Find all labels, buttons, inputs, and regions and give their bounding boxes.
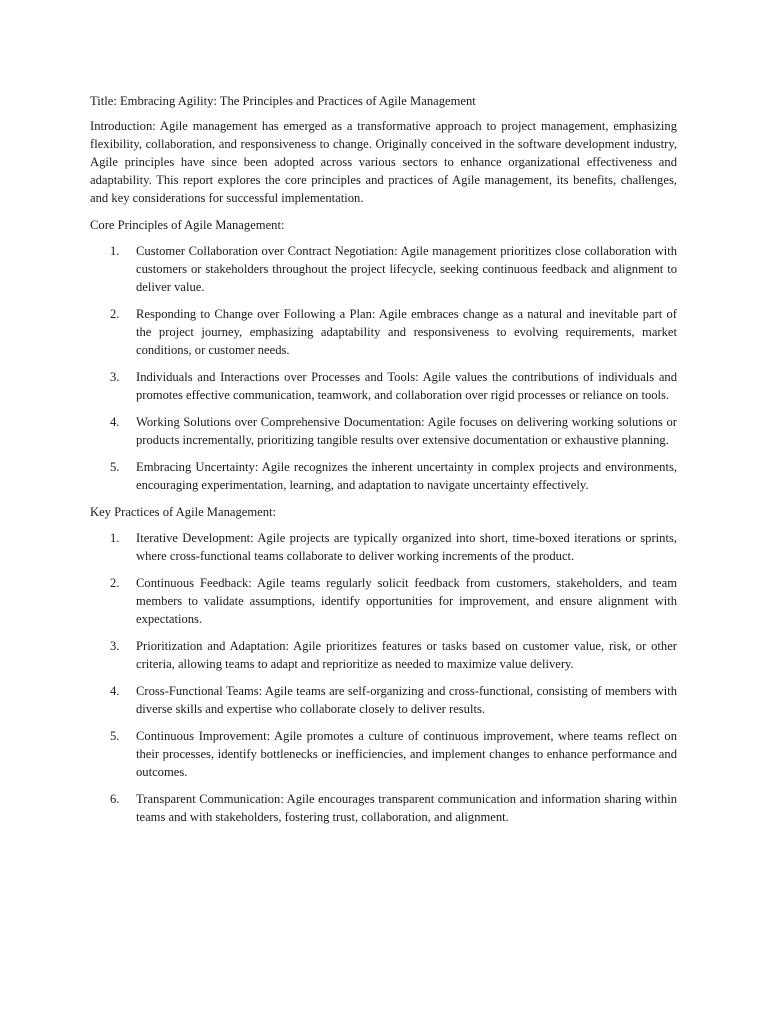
list-item — [90, 529, 677, 565]
list-number: 5. — [110, 460, 120, 474]
list-item — [90, 727, 677, 781]
list-item — [90, 637, 677, 673]
document-title: Title: Embracing Agility: The Principles and Practices of Agile Management — [90, 94, 476, 108]
list-item-text: Working Solutions over Comprehensive Documentation: Agile focuses on delivering working solutions or products incrementally, prioritizing tangible results over extensive documentation or exhaustive planning. — [136, 415, 677, 447]
core-principles-list — [90, 242, 677, 494]
introduction-paragraph: Introduction: Agile management has emerged as a transformative approach to project management, emphasizing flexibility, collaboration, and responsiveness to change. Originally conceived in the software development industry, Agile principles have since been adopted across various sectors to enhance organizational effectiveness and adaptability. This report explores the core principles and practices of Agile management, its benefits, challenges, and key considerations for successful implementation. — [90, 119, 677, 205]
list-number: 3. — [110, 370, 120, 384]
list-item — [90, 458, 677, 494]
key-practices-heading: Key Practices of Agile Management: — [90, 505, 277, 519]
list-number: 4. — [110, 684, 120, 698]
list-number: 2. — [110, 307, 120, 321]
list-item-text: Transparent Communication: Agile encourages transparent communication and information sharing within teams and with stakeholders, fostering trust, collaboration, and alignment. — [136, 792, 677, 824]
list-item-text: Continuous Improvement: Agile promotes a culture of continuous improvement, where teams reflect on their processes, identify bottlenecks or inefficiencies, and implement changes to enhance performance and outcomes. — [136, 729, 677, 779]
list-item-text: Continuous Feedback: Agile teams regularly solicit feedback from customers, stakeholders, and team members to validate assumptions, identify opportunities for improvement, and ensure alignment with expectations. — [136, 576, 677, 626]
list-item — [90, 305, 677, 359]
list-number: 6. — [110, 792, 120, 806]
list-item-text: Individuals and Interactions over Processes and Tools: Agile values the contributions of individuals and promotes effective communication, teamwork, and collaboration over rigid processes or reliance on tools. — [136, 370, 677, 402]
list-number: 4. — [110, 415, 120, 429]
key-practices-list — [90, 529, 677, 826]
list-item — [90, 574, 677, 628]
list-number: 5. — [110, 729, 120, 743]
list-item — [90, 790, 677, 826]
core-principles-heading: Core Principles of Agile Management: — [90, 218, 285, 232]
list-item-text: Responding to Change over Following a Plan: Agile embraces change as a natural and inevitable part of the project journey, emphasizing adaptability and responsiveness to evolving requirements, market conditions, or customer needs. — [136, 307, 677, 357]
list-item — [90, 682, 677, 718]
list-number: 1. — [110, 531, 120, 545]
list-item-text: Customer Collaboration over Contract Negotiation: Agile management prioritizes close collaboration with customers or stakeholders throughout the project lifecycle, seeking continuous feedback and alignment to deliver value. — [136, 244, 677, 294]
list-item — [90, 242, 677, 296]
list-item-text: Cross-Functional Teams: Agile teams are self-organizing and cross-functional, consisting of members with diverse skills and expertise who collaborate closely to deliver results. — [136, 684, 677, 716]
list-item — [90, 413, 677, 449]
list-item-text: Embracing Uncertainty: Agile recognizes the inherent uncertainty in complex projects and environments, encouraging experimentation, learning, and adaptation to navigate uncertainty effectively. — [136, 460, 677, 492]
list-number: 2. — [110, 576, 120, 590]
list-number: 1. — [110, 244, 120, 258]
document-page — [90, 92, 677, 835]
list-item — [90, 368, 677, 404]
list-item-text: Prioritization and Adaptation: Agile prioritizes features or tasks based on customer value, risk, or other criteria, allowing teams to adapt and reprioritize as needed to maximize value delivery. — [136, 639, 677, 671]
list-number: 3. — [110, 639, 120, 653]
list-item-text: Iterative Development: Agile projects are typically organized into short, time-boxed iterations or sprints, where cross-functional teams collaborate to deliver working increments of the product. — [136, 531, 677, 563]
